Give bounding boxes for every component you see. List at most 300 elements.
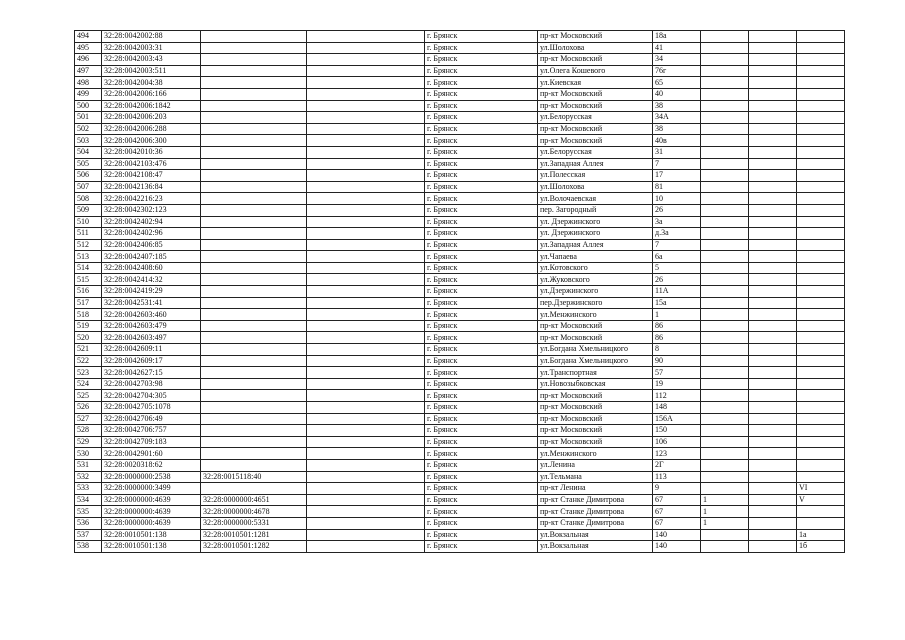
cell-column-8 [701,390,749,402]
cell-street: пер.Дзержинского [538,297,653,309]
cell-column-8 [701,436,749,448]
cell-city: г. Брянск [425,332,538,344]
cell-column-10 [797,309,845,321]
cell-column-10 [797,54,845,66]
cell-column-10 [797,402,845,414]
cell-cadastral-number: 32:28:0042002:88 [102,31,201,43]
cell-column-8 [701,344,749,356]
table-row [75,425,845,437]
cell-cadastral-number: 32:28:0000000:4639 [102,506,201,518]
cell-related-cadastral-number [201,77,307,89]
cell-related-cadastral-number [201,367,307,379]
cell-house-number: 86 [653,332,701,344]
cell-column-9 [749,517,797,529]
cell-column-9 [749,135,797,147]
cell-street: ул.Чапаева [538,251,653,263]
cell-street: ул.Тельмана [538,471,653,483]
cell-column-8: 1 [701,494,749,506]
cell-column-8 [701,483,749,495]
cell-column-4 [307,112,425,124]
cell-column-8 [701,181,749,193]
cell-column-9 [749,123,797,135]
cell-street: пр-кт Станке Димитрова [538,494,653,506]
table-row [75,251,845,263]
cell-cadastral-number: 32:28:0042901:60 [102,448,201,460]
registry-table [74,30,845,553]
cell-row-number: 517 [75,297,102,309]
cell-related-cadastral-number [201,262,307,274]
cell-column-8 [701,112,749,124]
cell-row-number: 502 [75,123,102,135]
cell-column-9 [749,320,797,332]
cell-row-number: 523 [75,367,102,379]
cell-house-number: 5 [653,262,701,274]
cell-city: г. Брянск [425,494,538,506]
cell-cadastral-number: 32:28:0042006:203 [102,112,201,124]
cell-column-8: 1 [701,517,749,529]
cell-city: г. Брянск [425,471,538,483]
cell-city: г. Брянск [425,459,538,471]
cell-column-10 [797,390,845,402]
cell-street: пр-кт Московский [538,135,653,147]
cell-column-10 [797,425,845,437]
cell-house-number: 106 [653,436,701,448]
cell-related-cadastral-number [201,193,307,205]
table-row [75,355,845,367]
cell-row-number: 526 [75,402,102,414]
cell-column-10 [797,181,845,193]
cell-related-cadastral-number [201,228,307,240]
cell-column-10 [797,471,845,483]
cell-column-4 [307,31,425,43]
cell-column-10 [797,31,845,43]
cell-column-8 [701,378,749,390]
cell-related-cadastral-number [201,320,307,332]
cell-column-4 [307,100,425,112]
cell-related-cadastral-number [201,425,307,437]
cell-related-cadastral-number: 32:28:0015118:40 [201,471,307,483]
cell-house-number: 38 [653,100,701,112]
table-row [75,274,845,286]
cell-column-10 [797,251,845,263]
cell-column-4 [307,146,425,158]
cell-cadastral-number: 32:28:0000000:2538 [102,471,201,483]
cell-city: г. Брянск [425,251,538,263]
cell-column-4 [307,425,425,437]
cell-cadastral-number: 32:28:0042705:1078 [102,402,201,414]
cell-street: ул.Шолохова [538,181,653,193]
cell-row-number: 507 [75,181,102,193]
cell-column-9 [749,216,797,228]
cell-related-cadastral-number [201,344,307,356]
cell-column-9 [749,332,797,344]
table-row [75,459,845,471]
cell-column-8 [701,146,749,158]
cell-related-cadastral-number [201,274,307,286]
table-row [75,297,845,309]
cell-city: г. Брянск [425,123,538,135]
table-row [75,228,845,240]
cell-cadastral-number: 32:28:0042709:183 [102,436,201,448]
cell-house-number: 17 [653,170,701,182]
table-row [75,54,845,66]
cell-column-9 [749,459,797,471]
cell-column-4 [307,413,425,425]
cell-column-9 [749,54,797,66]
cell-city: г. Брянск [425,320,538,332]
cell-street: пр-кт Московский [538,123,653,135]
cell-column-8 [701,320,749,332]
cell-street: ул.Вокзальная [538,541,653,553]
cell-city: г. Брянск [425,146,538,158]
cell-column-4 [307,88,425,100]
cell-column-9 [749,204,797,216]
cell-column-8 [701,471,749,483]
cell-column-9 [749,31,797,43]
cell-city: г. Брянск [425,100,538,112]
cell-house-number: 41 [653,42,701,54]
cell-row-number: 510 [75,216,102,228]
cell-column-4 [307,517,425,529]
cell-house-number: 1 [653,309,701,321]
cell-column-4 [307,216,425,228]
cell-row-number: 504 [75,146,102,158]
cell-street: пр-кт Московский [538,425,653,437]
cell-cadastral-number: 32:28:0042003:31 [102,42,201,54]
cell-house-number: 11А [653,286,701,298]
cell-column-10 [797,204,845,216]
cell-column-10 [797,112,845,124]
cell-column-9 [749,390,797,402]
cell-column-9 [749,170,797,182]
cell-row-number: 513 [75,251,102,263]
cell-row-number: 515 [75,274,102,286]
cell-row-number: 520 [75,332,102,344]
cell-house-number: 18а [653,31,701,43]
cell-row-number: 521 [75,344,102,356]
cell-column-4 [307,494,425,506]
cell-column-10 [797,286,845,298]
cell-column-9 [749,88,797,100]
cell-row-number: 524 [75,378,102,390]
cell-city: г. Брянск [425,367,538,379]
cell-cadastral-number: 32:28:0042408:60 [102,262,201,274]
cell-column-9 [749,355,797,367]
cell-city: г. Брянск [425,262,538,274]
cell-city: г. Брянск [425,425,538,437]
cell-column-10 [797,65,845,77]
cell-column-10 [797,42,845,54]
cell-column-9 [749,425,797,437]
table-row [75,100,845,112]
cell-column-8 [701,367,749,379]
cell-house-number: 67 [653,517,701,529]
cell-city: г. Брянск [425,402,538,414]
cell-related-cadastral-number: 32:28:0000000:4651 [201,494,307,506]
cell-related-cadastral-number [201,123,307,135]
cell-street: пер. Загородный [538,204,653,216]
cell-column-4 [307,262,425,274]
cell-related-cadastral-number [201,286,307,298]
cell-row-number: 528 [75,425,102,437]
cell-cadastral-number: 32:28:0042706:49 [102,413,201,425]
cell-cadastral-number: 32:28:0042603:497 [102,332,201,344]
cell-column-10 [797,239,845,251]
cell-street: ул.Западная Аллея [538,158,653,170]
cell-cadastral-number: 32:28:0042302:123 [102,204,201,216]
cell-city: г. Брянск [425,31,538,43]
cell-street: ул.Котовского [538,262,653,274]
cell-city: г. Брянск [425,378,538,390]
cell-related-cadastral-number [201,402,307,414]
cell-related-cadastral-number: 32:28:0000000:4678 [201,506,307,518]
cell-column-8 [701,31,749,43]
cell-street: пр-кт Московский [538,31,653,43]
cell-house-number: 112 [653,390,701,402]
cell-house-number: 6а [653,251,701,263]
cell-cadastral-number: 32:28:0042419:29 [102,286,201,298]
cell-column-10 [797,413,845,425]
cell-column-9 [749,239,797,251]
cell-street: ул.Полесская [538,170,653,182]
cell-street: ул.Западная Аллея [538,239,653,251]
cell-column-4 [307,378,425,390]
cell-column-8 [701,297,749,309]
cell-house-number: 140 [653,541,701,553]
cell-column-8 [701,251,749,263]
cell-column-10 [797,517,845,529]
cell-column-4 [307,204,425,216]
cell-house-number: 40 [653,88,701,100]
cell-street: пр-кт Московский [538,436,653,448]
cell-column-4 [307,170,425,182]
cell-column-9 [749,297,797,309]
cell-cadastral-number: 32:28:0042006:300 [102,135,201,147]
cell-column-4 [307,459,425,471]
cell-column-4 [307,390,425,402]
cell-related-cadastral-number: 32:28:0010501:1281 [201,529,307,541]
cell-related-cadastral-number: 32:28:0000000:5331 [201,517,307,529]
cell-city: г. Брянск [425,390,538,402]
cell-column-8 [701,402,749,414]
cell-city: г. Брянск [425,413,538,425]
cell-column-9 [749,483,797,495]
cell-column-8 [701,228,749,240]
cell-column-4 [307,529,425,541]
cell-column-9 [749,65,797,77]
cell-city: г. Брянск [425,274,538,286]
table-row [75,262,845,274]
cell-city: г. Брянск [425,297,538,309]
cell-street: ул.Шолохова [538,42,653,54]
cell-column-4 [307,54,425,66]
cell-column-10 [797,170,845,182]
cell-related-cadastral-number [201,31,307,43]
cell-cadastral-number: 32:28:0042006:166 [102,88,201,100]
cell-city: г. Брянск [425,436,538,448]
cell-column-9 [749,158,797,170]
cell-house-number: 7 [653,158,701,170]
cell-house-number: 2Г [653,459,701,471]
cell-street: ул.Ленина [538,459,653,471]
cell-house-number: 15а [653,297,701,309]
cell-column-9 [749,367,797,379]
table-row [75,239,845,251]
cell-column-4 [307,448,425,460]
table-row [75,483,845,495]
cell-related-cadastral-number [201,459,307,471]
cell-house-number: 34А [653,112,701,124]
cell-column-4 [307,506,425,518]
table-row [75,158,845,170]
cell-house-number: 26 [653,204,701,216]
cell-cadastral-number: 32:28:0000000:3499 [102,483,201,495]
registry-table-body [75,31,845,553]
cell-house-number: д.3а [653,228,701,240]
cell-house-number: 123 [653,448,701,460]
cell-house-number: 34 [653,54,701,66]
cell-street: пр-кт Московский [538,413,653,425]
cell-column-9 [749,448,797,460]
cell-street: ул.Дзержинского [538,286,653,298]
table-row [75,541,845,553]
cell-street: ул.Вокзальная [538,529,653,541]
cell-house-number: 150 [653,425,701,437]
cell-related-cadastral-number [201,135,307,147]
table-row [75,471,845,483]
cell-column-10 [797,146,845,158]
cell-column-9 [749,146,797,158]
table-row [75,170,845,182]
cell-house-number: 148 [653,402,701,414]
cell-column-8 [701,42,749,54]
cell-city: г. Брянск [425,204,538,216]
cell-row-number: 534 [75,494,102,506]
cell-cadastral-number: 32:28:0042406:85 [102,239,201,251]
table-row [75,146,845,158]
table-row [75,135,845,147]
cell-row-number: 508 [75,193,102,205]
cell-city: г. Брянск [425,135,538,147]
cell-column-4 [307,274,425,286]
table-row [75,506,845,518]
cell-city: г. Брянск [425,529,538,541]
cell-cadastral-number: 32:28:0042531:41 [102,297,201,309]
cell-column-8 [701,459,749,471]
cell-column-4 [307,181,425,193]
cell-street: пр-кт Станке Димитрова [538,506,653,518]
cell-column-4 [307,402,425,414]
cell-column-9 [749,286,797,298]
cell-column-9 [749,42,797,54]
cell-cadastral-number: 32:28:0010501:138 [102,529,201,541]
table-row [75,413,845,425]
cell-column-4 [307,332,425,344]
table-row [75,88,845,100]
cell-column-4 [307,471,425,483]
cell-column-9 [749,471,797,483]
cell-related-cadastral-number [201,146,307,158]
cell-row-number: 503 [75,135,102,147]
cell-column-9 [749,77,797,89]
cell-cadastral-number: 32:28:0042402:94 [102,216,201,228]
cell-column-10: VI [797,483,845,495]
cell-city: г. Брянск [425,65,538,77]
cell-row-number: 536 [75,517,102,529]
cell-city: г. Брянск [425,286,538,298]
cell-row-number: 511 [75,228,102,240]
cell-row-number: 530 [75,448,102,460]
cell-column-9 [749,193,797,205]
cell-column-4 [307,77,425,89]
cell-row-number: 500 [75,100,102,112]
cell-street: ул.Новозыбковская [538,378,653,390]
cell-related-cadastral-number [201,413,307,425]
cell-related-cadastral-number [201,100,307,112]
cell-column-8 [701,529,749,541]
cell-row-number: 494 [75,31,102,43]
cell-city: г. Брянск [425,506,538,518]
cell-column-4 [307,286,425,298]
cell-row-number: 533 [75,483,102,495]
cell-column-4 [307,65,425,77]
cell-column-8 [701,274,749,286]
cell-row-number: 495 [75,42,102,54]
cell-street: ул.Богдана Хмельницкого [538,344,653,356]
cell-city: г. Брянск [425,448,538,460]
cell-related-cadastral-number [201,42,307,54]
cell-house-number: 10 [653,193,701,205]
cell-row-number: 532 [75,471,102,483]
cell-column-8 [701,239,749,251]
cell-street: пр-кт Московский [538,54,653,66]
cell-column-9 [749,100,797,112]
cell-column-4 [307,367,425,379]
cell-city: г. Брянск [425,309,538,321]
cell-cadastral-number: 32:28:0042010:36 [102,146,201,158]
table-row [75,204,845,216]
cell-cadastral-number: 32:28:0042703:98 [102,378,201,390]
cell-row-number: 501 [75,112,102,124]
cell-column-10 [797,88,845,100]
cell-cadastral-number: 32:28:0020318:62 [102,459,201,471]
cell-row-number: 509 [75,204,102,216]
cell-cadastral-number: 32:28:0042603:460 [102,309,201,321]
cell-house-number: 90 [653,355,701,367]
table-row [75,494,845,506]
cell-house-number: 86 [653,320,701,332]
cell-cadastral-number: 32:28:0042103:476 [102,158,201,170]
cell-column-4 [307,135,425,147]
cell-cadastral-number: 32:28:0042627:15 [102,367,201,379]
cell-column-8 [701,54,749,66]
cell-column-9 [749,494,797,506]
cell-row-number: 529 [75,436,102,448]
cell-column-9 [749,262,797,274]
cell-column-9 [749,344,797,356]
cell-column-9 [749,402,797,414]
cell-row-number: 506 [75,170,102,182]
cell-cadastral-number: 32:28:0042006:288 [102,123,201,135]
cell-column-9 [749,309,797,321]
cell-column-10: 1а [797,529,845,541]
cell-column-10 [797,320,845,332]
cell-cadastral-number: 32:28:0042402:96 [102,228,201,240]
cell-column-4 [307,355,425,367]
cell-row-number: 525 [75,390,102,402]
cell-city: г. Брянск [425,517,538,529]
cell-street: пр-кт Ленина [538,483,653,495]
